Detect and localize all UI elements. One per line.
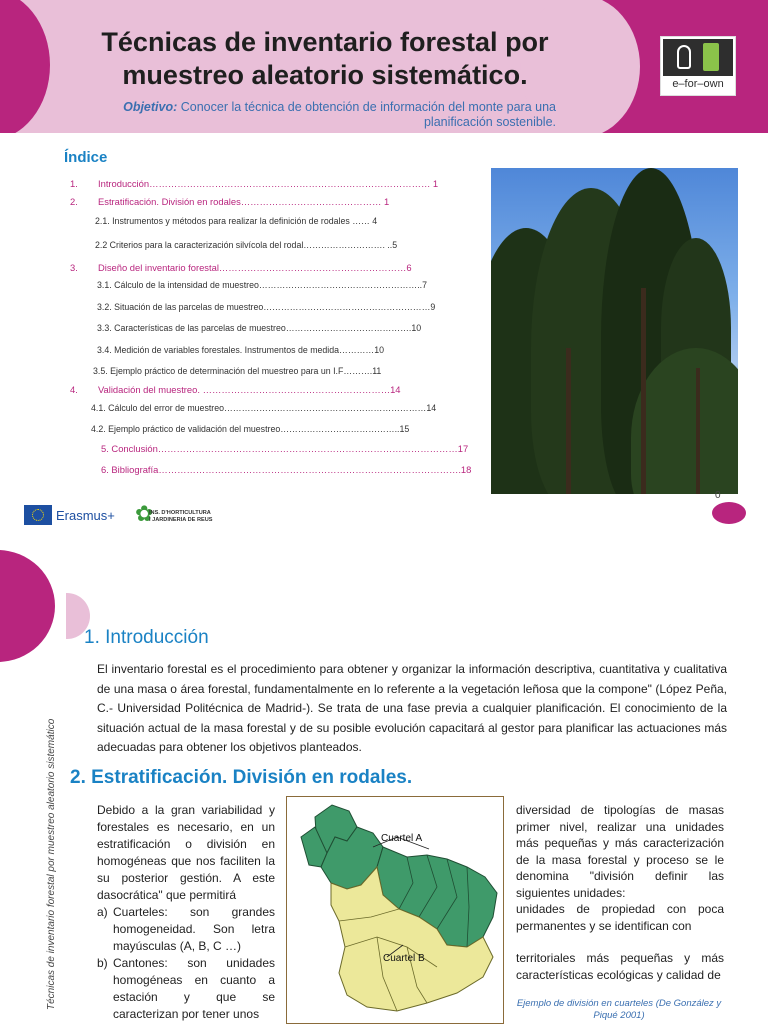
map-label-cuartel-a: Cuartel A	[381, 833, 423, 844]
toc-item[interactable]: 2.2 Criterios para la caracterización silvícola del rodal………………………. ..5	[95, 240, 398, 250]
list-marker: a)	[97, 905, 108, 919]
school-name-line1: INS. D'HORTICULTURA	[149, 510, 211, 516]
map-label-cuartel-b: Cuartel B	[383, 953, 425, 964]
page2-decor-circle	[0, 550, 55, 662]
toc-item[interactable]: 3.1. Cálculo de la intensidad de muestreo………………………………………………..7	[97, 280, 427, 290]
right-column-text: diversidad de tipologías de masas primer nivel, realizar una unidades más pequeñas y más caracterización de la masa forestal y proceso se le denomina "división definir las siguientes unidades:	[516, 803, 724, 900]
stratification-right-column	[516, 802, 724, 983]
toc-item[interactable]: 3.5. Ejemplo práctico de determinación del muestreo para un I.F……….11	[93, 366, 382, 376]
map-caption: Ejemplo de división en cuarteles (De González y Piqué 2001)	[516, 998, 722, 1021]
header-decor-circle-left	[0, 0, 50, 133]
toc-item[interactable]: 2. Estratificación. División en rodales……………………………………… 1	[70, 196, 390, 207]
document-title: Técnicas de inventario forestal por muestreo aleatorio sistemático.	[101, 27, 549, 90]
list-text: Cantones: son unidades homogéneas en cuanto a estación y que se caracterizan por tener unos	[113, 956, 275, 1021]
stratification-left-column	[97, 802, 275, 1023]
toc-item[interactable]: 5. Conclusión……………………………………………………………………………………17	[101, 443, 469, 454]
list-item	[97, 904, 275, 955]
toc-item[interactable]: 3. Diseño del inventario forestal……………………………………………………6	[70, 262, 412, 273]
erasmus-text: Erasmus+	[56, 508, 115, 523]
page-decor-dot	[712, 502, 746, 524]
school-logo	[135, 500, 245, 530]
toc-item[interactable]: 6. Bibliografía…………………………………………………………………………………….18	[101, 464, 472, 475]
school-name-line2: I JARDINERIA DE REUS	[149, 517, 213, 523]
right-column-text: territoriales más pequeñas y más características ecológicas y calidad de	[516, 951, 724, 982]
toc-item[interactable]: 4.2. Ejemplo práctico de validación del muestreo…………………………………..15	[91, 424, 410, 434]
eu-flag-icon	[24, 505, 52, 525]
objective-label: Objetivo:	[123, 100, 178, 114]
toc-item[interactable]: 3.3. Características de las parcelas de muestreo…………………………………….10	[97, 323, 422, 333]
logo-text: e–for–own	[672, 78, 724, 90]
objective-text: Conocer la técnica de obtención de información del monte para una planificación sostenible.	[180, 100, 556, 129]
list-item	[97, 955, 275, 1023]
toc-item[interactable]: 2.1. Instrumentos y métodos para realizar la definición de rodales …… 4	[95, 216, 378, 226]
list-text: Cuarteles: son grandes homogeneidad. Son letra mayúsculas (A, B, C …)	[113, 905, 275, 953]
intro-heading: 1. Introducción	[84, 627, 209, 648]
toc-item[interactable]: 3.4. Medición de variables forestales. Instrumentos de medida…………10	[97, 345, 385, 355]
toc-item[interactable]: 4.1. Cálculo del error de muestreo……………………………………………………………14	[91, 403, 437, 413]
intro-paragraph: El inventario forestal es el procedimiento para obtener y organizar la información descriptiva, cuantitativa y cualitativa de una masa o área forestal, fundamentalmente en lo referente a la vegetación leñosa que la compone" (López Peña, C.- Universidad Politécnica de Madrid-). Se trata de una fase previa a cualquier planificación. El conocimiento de la situación actual de la masa forestal y de su posible evolución capacitará al gestor para planificar las actuaciones más adecuadas para obtener los objetivos planteados.	[97, 662, 727, 754]
logo-graphic-icon	[663, 39, 733, 76]
leaf-icon: ✿	[135, 501, 154, 526]
stratification-intro-text: Debido a la gran variabilidad y forestales es necesario, en un estratificación o división en homogéneas que nos faciliten la su posterior gestión. A este dasocrática" que permitirá	[97, 803, 275, 902]
toc-item[interactable]: 3.2. Situación de las parcelas de muestreo…………………………………………………9	[97, 302, 436, 312]
page-number: 0	[715, 490, 721, 501]
toc-item[interactable]: 1. Introducción……………………………………………………………………………… 1	[70, 178, 439, 189]
index-title: Índice	[64, 149, 108, 166]
objective	[70, 100, 556, 130]
right-column-text: unidades de propiedad con poca permanentes y se identifican con	[516, 902, 724, 933]
toc-item[interactable]: 4. Validación del muestreo. ……………………………………………………14	[70, 384, 401, 395]
vertical-running-title: Técnicas de inventario forestal por muestreo aleatorio sistemático	[46, 718, 57, 1010]
forest-photo	[491, 168, 738, 494]
e-for-own-logo	[660, 36, 736, 96]
forest-division-map	[286, 796, 504, 1024]
stratification-heading: 2. Estratificación. División en rodales.	[70, 767, 413, 788]
list-marker: b)	[97, 956, 108, 970]
